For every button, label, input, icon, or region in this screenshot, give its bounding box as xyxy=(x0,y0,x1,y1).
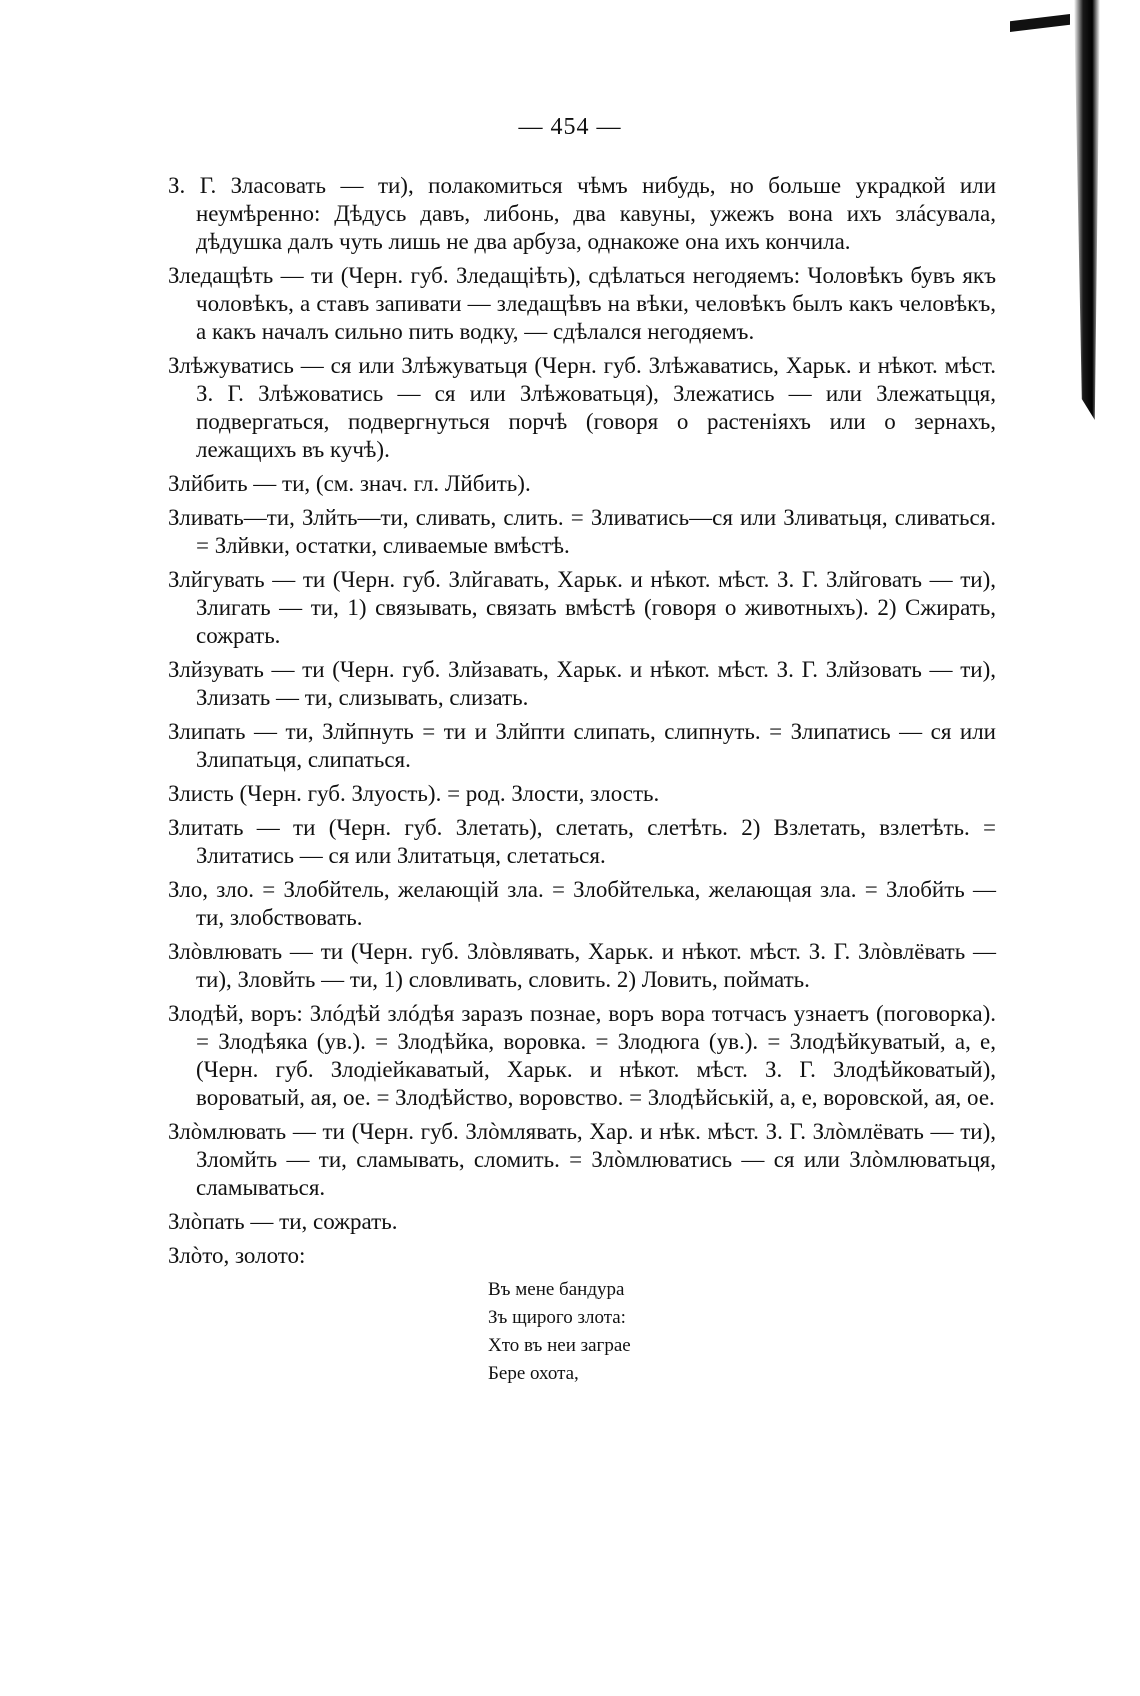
dictionary-text xyxy=(168,172,996,1388)
entry-zlist: Злисть (Черн. губ. Злуость). = род. Злости, злость. xyxy=(168,781,660,806)
entry-zliguvat: Злйгувать — ти (Черн. губ. Злйгавать, Харьк. и нѣкот. мѣст. З. Г. Злйговать — ти), Злигать — ти, 1) связывать, связать вмѣстѣ (говоря о животныхъ). 2) Сжирать, сожрать. xyxy=(168,567,996,648)
entry-zlizuvat: Злйзувать — ти (Черн. губ. Злйзавать, Харьк. и нѣкот. мѣст. З. Г. Злйзовать — ти), Злизать — ти, слизывать, слизать. xyxy=(168,657,996,710)
entry-zlo: Зло, зло. = Злобйтель, желающій зла. = Злобйтелька, желающая зла. = Злобйть — ти, злобствовать. xyxy=(168,877,996,930)
entry-zledashchet: Зледащѣть — ти (Черн. губ. Зледащіѣть), сдѣлаться негодяемъ: Чоловѣкъ бувъ якъ чоловѣкъ, а ставъ запивати — зледащѣвъ на вѣки, человѣкъ былъ какъ человѣкъ, а какъ началъ сильно пить водку, — сдѣлался негодяемъ. xyxy=(168,263,996,344)
poem-quote xyxy=(488,1276,996,1388)
poem-line: Хто въ неи заграе xyxy=(488,1335,631,1356)
poem-line: Бере охота, xyxy=(488,1363,579,1384)
entry-zlasovat: З. Г. Злаcовать — ти), полакомиться чѣмъ нибудь, но больше украдкой или неумѣренно: Дѣдусь давъ, либонь, два кавуны, ужежъ вона ихъ злáсувала, дѣдушка далъ чуть лишь не два арбуза, однакоже она ихъ кончила. xyxy=(168,173,996,254)
entry-zlibit: Злйбить — ти, (см. знач. гл. Лйбить). xyxy=(168,471,531,496)
page-edge-shadow xyxy=(1074,0,1100,420)
poem-line: Въ мене бандура xyxy=(488,1279,625,1300)
entry-zlezhuvatis: Злѣжуватись — ся или Злѣжуватьця (Черн. губ. Злѣжаватись, Харьк. и нѣкот. мѣст. З. Г. Злѣжоватись — ся или Злѣжоватьця), Злежатись — или Злежатьцця, подвергаться, подвергнуться порчѣ (говоря о растеніяхъ или о зернахъ, лежащихъ въ кучѣ). xyxy=(168,353,996,462)
entry-zlivat: Зливать—ти, Злйть—ти, сливать, слить. = Зливатись—ся или Зливатьця, сливаться. = Злйвки, остатки, сливаемые вмѣстѣ. xyxy=(168,505,996,558)
entry-zloto: Злòто, золото: xyxy=(168,1243,306,1268)
entry-zlomlyuvat: Злòмлювать — ти (Черн. губ. Злòмлявать, Хар. и нѣк. мѣст. З. Г. Злòмлёвать — ти), Зломйть — ти, сламывать, сломить. = Злòмлюватись — ся или Злòмлюватьця, сламываться. xyxy=(168,1119,996,1200)
entry-zlodiy: Злодѣй, воръ: Злóдѣй злóдѣя заразъ познае, воръ вора тотчасъ узнаетъ (поговорка). = Злодѣяка (ув.). = Злодѣйка, воровка. = Злодюга (ув.). = Злодѣйкуватый, а, е, (Черн. губ. Злодіейкаватый, Харьк. и нѣкот. мѣст. З. Г. Злодѣйковатый), вороватый, ая, ое. = Злодѣйство, воровство. = Злодѣйській, а, е, воровской, ая, ое. xyxy=(168,1001,996,1110)
entry-zlipat: Злипать — ти, Злйпнуть = ти и Злйпти слипать, слипнуть. = Злипатись — ся или Злипатьця, слипаться. xyxy=(168,719,996,772)
poem-line: Зъ щирого злота: xyxy=(488,1307,626,1328)
entry-zlitat: Злитать — ти (Черн. губ. Злетать), слетать, слетѣть. 2) Взлетать, взлетѣть. = Злитатись — ся или Злитатьця, слетаться. xyxy=(168,815,996,868)
entry-zlovlyuvat: Злòвлювать — ти (Черн. губ. Злòвлявать, Харьк. и нѣкот. мѣст. З. Г. Злòвлёвать — ти), Зловйть — ти, 1) словливать, словить. 2) Ловить, поймать. xyxy=(168,939,996,992)
page-number: — 454 — xyxy=(518,114,622,140)
page-edge-smudge xyxy=(1010,14,1070,32)
entry-zlopat: Злòпать — ти, сожрать. xyxy=(168,1209,398,1234)
